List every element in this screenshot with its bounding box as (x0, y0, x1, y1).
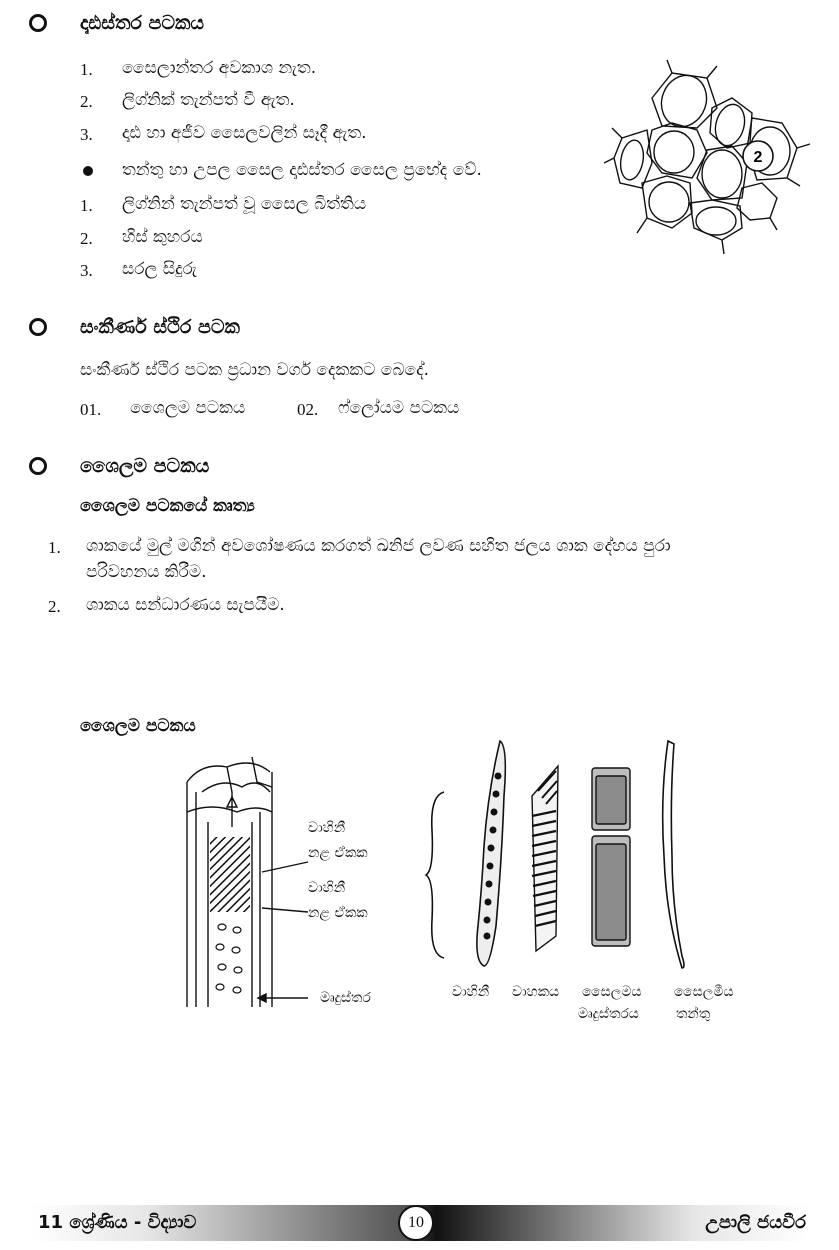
list-item-number: 1. (80, 60, 93, 79)
caption-xylem-parenchyma: සෛලමය (582, 984, 642, 1000)
bullet-dot-icon (83, 166, 93, 176)
list-item-text: ලිග්නික් තැන්පත් වී ඇත. (122, 90, 295, 110)
sclerenchyma-diagram (612, 68, 812, 258)
list-item-number: 2. (80, 92, 93, 111)
list-item-text: ලිග්නින් තැන්පත් වූ සෛල බිත්තිය (122, 194, 367, 214)
list-item-number: 1. (80, 196, 93, 215)
diagram-label: 2 (753, 149, 763, 166)
page-footer (30, 1205, 810, 1241)
subheading: ශෛලම පටකයේ කෘත්‍ය (80, 496, 255, 516)
caption-xylem-fibre: සෛලමීය (674, 984, 734, 1000)
xylem-cell-types (460, 736, 700, 976)
page-number: 10 (398, 1205, 434, 1241)
function-text: ශාකය සන්ධාරණය සැපයීම. (86, 595, 285, 615)
list-item-number: 2. (80, 229, 93, 248)
xylem-fibre (663, 741, 684, 968)
caption-xylem-fibre: තන්තු (676, 1006, 711, 1022)
function-text: පරිවහනය කිරීම. (86, 562, 207, 582)
function-number: 1. (48, 538, 61, 557)
list-item-text: සෛලාන්තර අවකාශ නැත. (122, 58, 317, 78)
type-number: 01. (80, 400, 102, 419)
intro-text: සංකීර්ණ ස්ථිර පටක ප්‍රධාන වර්ග දෙකකට බෙදේ. (80, 360, 430, 380)
function-number: 2. (48, 597, 61, 616)
label-vessel-element: නළ ඒකක (308, 845, 368, 861)
type-phloem: ෆ්ලෝයම පටකය (338, 398, 460, 418)
vessel-element (532, 766, 558, 951)
footer-grade-subject: 11 ශ්‍රේණිය - විද්‍යාව (38, 1212, 197, 1233)
type-xylem: ශෛලම පටකය (130, 398, 246, 418)
tracheid (477, 741, 505, 966)
caption-tracheid: වාහකය (512, 984, 560, 1000)
label-parenchyma: මෘදුස්තර (320, 990, 371, 1006)
list-item-text: දෘඪ හා අජීව සෛලවලින් සෑදී ඇත. (122, 123, 367, 143)
section-heading-xylem: ශෛලම පටකය (80, 455, 210, 477)
bullet-text: තන්තු හා උපල සෛල දෘඪස්තර සෛල ප්‍රභේද වේ. (122, 160, 482, 180)
figure-title: ශෛලම පටකය (80, 716, 196, 736)
section-heading-complex-tissue: සංකීර්ණ ස්ථිර පටක (80, 316, 240, 338)
function-text: ශාකයේ මුල් මගින් අවශෝෂණය කරගත් ඛනිජ ලවණ සහිත ජලය ශාක දේහය පුරා (86, 536, 671, 556)
section-bullet-icon (29, 457, 47, 475)
brace (424, 790, 448, 960)
label-vessel-element: වාහිනී (308, 820, 346, 836)
xylem-parenchyma (592, 768, 630, 946)
type-number: 02. (297, 400, 319, 419)
list-item-number: 3. (80, 125, 93, 144)
list-item-number: 3. (80, 261, 93, 280)
section-bullet-icon (29, 14, 47, 32)
list-item-text: සරල සිදුරු (122, 259, 197, 279)
footer-author: උපාලි ජයවීර (705, 1212, 806, 1233)
section-bullet-icon (29, 318, 47, 336)
label-pointers (252, 850, 312, 1040)
label-vessel-element: නළ ඒකක (308, 905, 368, 921)
caption-tracheid: වාහිනී (452, 984, 490, 1000)
label-vessel-element: වාහිනී (308, 880, 346, 896)
caption-xylem-parenchyma: මෘදුස්තරය (578, 1006, 639, 1022)
section-heading-sclerenchyma: දෘඪස්තර පටකය (80, 12, 205, 34)
list-item-text: හිස් කුහරය (122, 227, 203, 247)
